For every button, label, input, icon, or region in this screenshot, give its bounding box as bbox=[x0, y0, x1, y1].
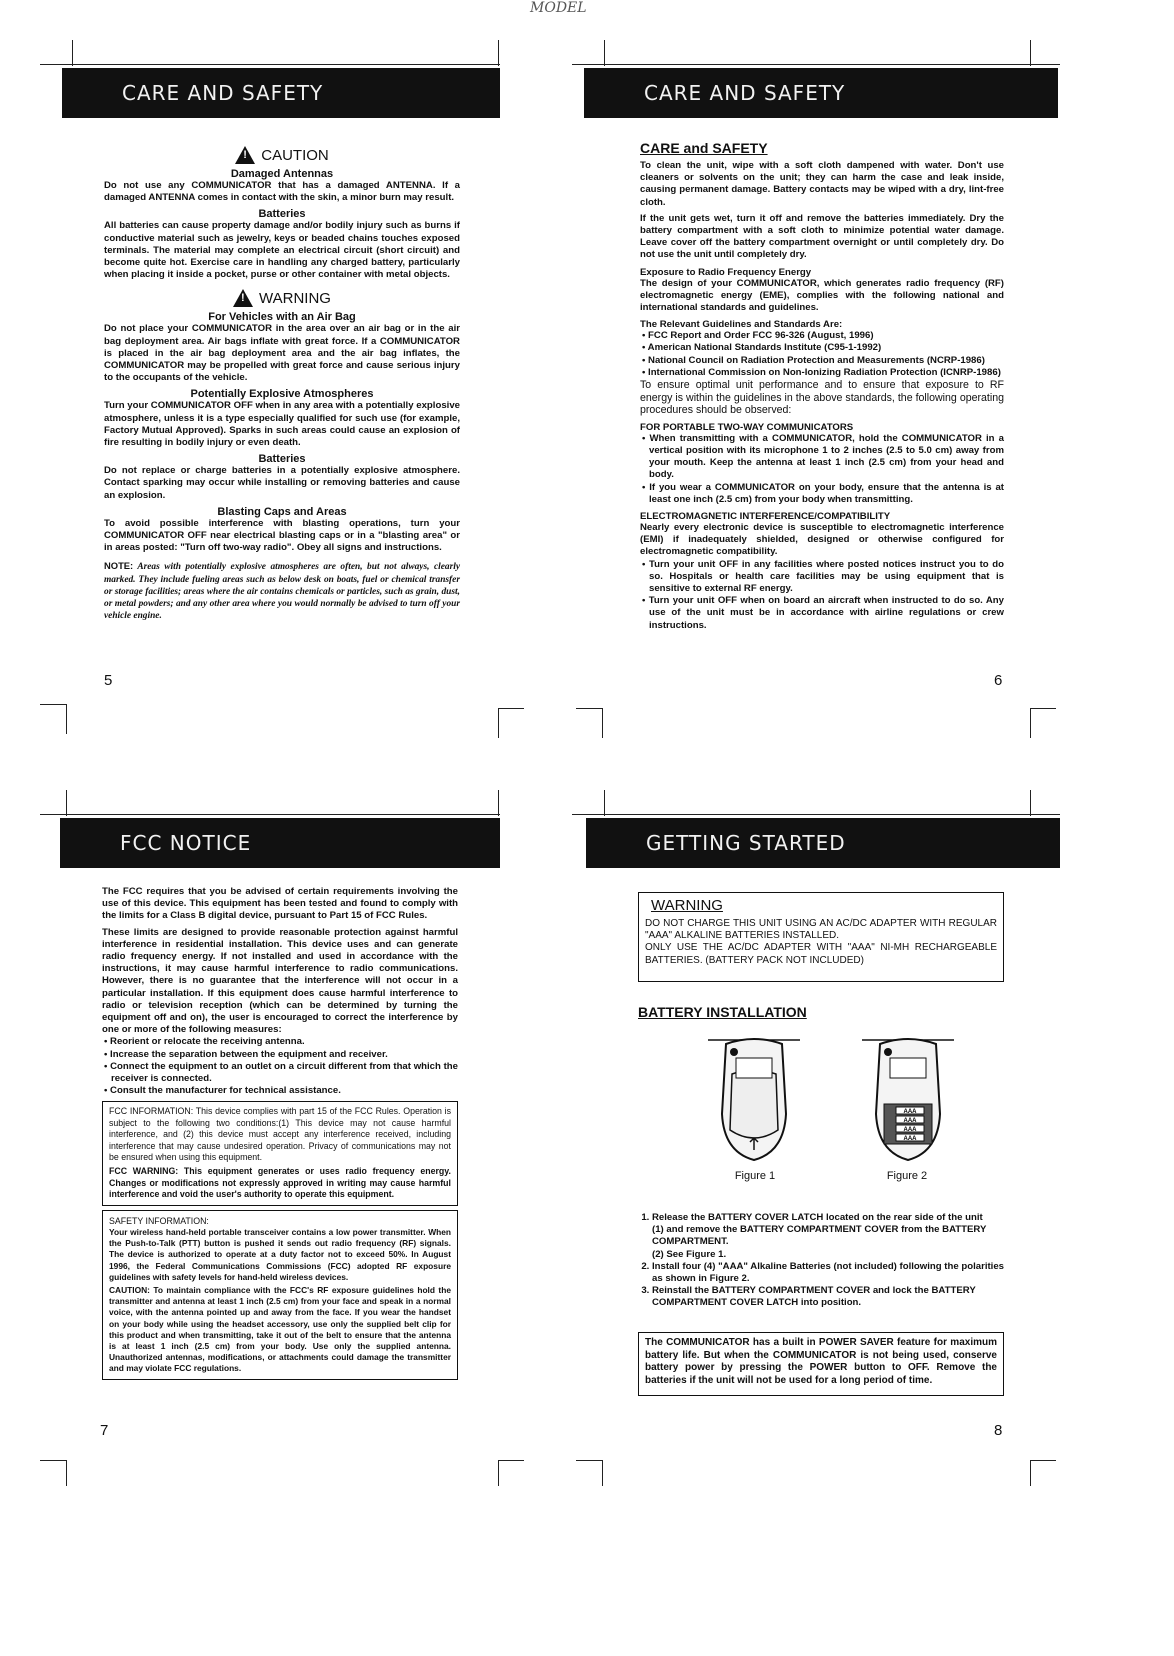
figure-1-caption: Figure 1 bbox=[734, 1170, 776, 1182]
crop-mark bbox=[498, 40, 499, 66]
warning-heading bbox=[104, 289, 460, 307]
crop-mark bbox=[572, 814, 1060, 815]
crop-mark bbox=[40, 704, 66, 705]
fcc-warning: FCC WARNING: This equipment generates or uses radio frequency energy. Changes or modifications not expressly approved in writing may cause harmful interference and void the user's authority to operate this equipment. bbox=[109, 1166, 451, 1200]
page8-header-title: GETTING STARTED bbox=[646, 831, 846, 855]
crop-mark bbox=[498, 708, 524, 709]
crop-mark bbox=[1030, 790, 1031, 816]
emi-text: Nearly every electronic device is susceptible to electromagnetic interference (EMI) if inadequately shielded, designed or otherwise configured for electromagnetic compatibility. bbox=[640, 522, 1004, 558]
crop-mark bbox=[604, 40, 605, 66]
step-1b-text: (2) See Figure 1. bbox=[652, 1248, 727, 1260]
care-safety-title: CARE and SAFETY bbox=[640, 140, 768, 156]
page6-number: 6 bbox=[994, 672, 1003, 689]
list-item: • If you wear a COMMUNICATOR on your body, ensure that the antenna is at least one inch (2.5 cm) from your body when transmitting. bbox=[640, 482, 1004, 506]
rf-heading: Exposure to Radio Frequency Energy bbox=[640, 266, 812, 278]
airbag-text: Do not place your COMMUNICATOR in the area over an air bag or in the air bag deployment area. Air bags inflate with great force. If a COMMUNICATOR is placed in the air bag deployment area and the air bag inflates, the COMMUNICATOR may be propelled with great force and cause serious injury to the occupants of the vehicle. bbox=[104, 323, 460, 384]
list-item: • When transmitting with a COMMUNICATOR, hold the COMMUNICATOR in a vertical position with its microphone 1 to 2 inches (2.5 to 5.0 cm) away from your mouth. Keep the antenna at least 1 inch (2.5 cm) from your head and body. bbox=[640, 433, 1004, 482]
caution-heading bbox=[104, 146, 460, 164]
page8-number: 8 bbox=[994, 1422, 1003, 1439]
handwritten-scribble: MODEL bbox=[530, 0, 587, 16]
guidelines-heading: The Relevant Guidelines and Standards Are: bbox=[640, 319, 843, 331]
list-item: • International Commission on Non-Ionizing Radiation Protection (ICNRP-1986) bbox=[640, 367, 1004, 379]
step-2: 2. Install four (4) "AAA" Alkaline Batteries (not included) following the polarities as shown in Figure 2. bbox=[652, 1261, 1004, 1285]
list-item: • Increase the separation between the equipment and receiver. bbox=[102, 1049, 458, 1061]
crop-mark bbox=[576, 1460, 602, 1461]
crop-mark bbox=[602, 1460, 603, 1486]
note-label: NOTE: bbox=[104, 560, 134, 572]
safety-heading: SAFETY INFORMATION: bbox=[109, 1215, 209, 1226]
crop-mark bbox=[1030, 708, 1056, 709]
fcc-intro: The FCC requires that you be advised of certain requirements involving the use of this device. This equipment has been tested and found to comply with the limits for a Class B digital device, pursuant to Part 15 of FCC Rules. bbox=[102, 886, 458, 922]
crop-mark bbox=[498, 790, 499, 816]
guidelines-list bbox=[640, 330, 1004, 379]
batteries-heading: Batteries bbox=[258, 208, 306, 221]
page7-header bbox=[60, 818, 500, 868]
fcc-information: FCC INFORMATION: This device complies with part 15 of the FCC Rules. Operation is subject to the following two conditions:(1) This device may not cause harmful interference, and (2) this device must accept any interference received, including interference that may cause undesired operation. Privacy of communications may not be ensured when using this equipment. bbox=[109, 1106, 451, 1163]
explosive-text: Turn your COMMUNICATOR OFF when in any area with a potentially explosive atmosphere, unless it is a type especially qualified for such use (for example, Factory Mutual Approved). Sparks in such areas could cause an explosion of fire resulting in bodily injury or even death. bbox=[104, 400, 460, 449]
fcc-info-box bbox=[102, 1101, 458, 1205]
safety-info-box bbox=[102, 1210, 458, 1380]
damaged-antennas-text: Do not use any COMMUNICATOR that has a damaged ANTENNA. If a damaged ANTENNA comes in contact with the skin, a minor burn may result. bbox=[104, 180, 460, 204]
crop-mark bbox=[72, 40, 73, 66]
ensure-text: To ensure optimal unit performance and to ensure that exposure to RF energy is within the guidelines in the above standards, the following operating procedures should be observed: bbox=[640, 379, 1004, 417]
warning-line-1: DO NOT CHARGE THIS UNIT USING AN AC/DC ADAPTER WITH REGULAR "AAA" ALKALINE BATTERIES INSTALLED. bbox=[645, 918, 997, 942]
fcc-limits: These limits are designed to provide reasonable protection against harmful interference in residential installation. This device uses and can generate radio frequency energy. If not installed and used in accordance with the instructions, it may cause harmful interference to radio communications. However, there is no guarantee that the interference will not occur in a particular installation. If this equipment does cause harmful interference to radio or television reception (which can be determined by turning the equipment off and on), the user is encouraged to correct the interference by one or more of the following measures: bbox=[102, 926, 458, 1036]
page7-header-title: FCC NOTICE bbox=[120, 831, 252, 855]
list-item: • Connect the equipment to an outlet on a circuit different from that which the receiver is connected. bbox=[102, 1061, 458, 1085]
crop-mark bbox=[498, 1460, 524, 1461]
page5-number: 5 bbox=[104, 672, 113, 689]
step-1-text: Release the BATTERY COVER LATCH located on the rear side of the unit bbox=[652, 1212, 983, 1223]
list-item: • FCC Report and Order FCC 96-326 (August, 1996) bbox=[640, 330, 1004, 342]
crop-mark bbox=[602, 708, 603, 738]
figure-2-illustration bbox=[858, 1034, 958, 1164]
figure-1-illustration bbox=[704, 1034, 804, 1164]
crop-mark bbox=[572, 64, 1060, 65]
power-saver-box bbox=[638, 1332, 1004, 1396]
emi-list bbox=[640, 559, 1004, 632]
damaged-antennas-heading: Damaged Antennas bbox=[230, 168, 334, 180]
installation-steps bbox=[638, 1212, 1004, 1310]
rf-text: The design of your COMMUNICATOR, which generates radio frequency (RF) electromagnetic energy (EME), complies with the following national and international standards and guidelines. bbox=[640, 277, 1004, 314]
airbag-heading: For Vehicles with an Air Bag bbox=[208, 311, 356, 324]
battery-label: AAA bbox=[903, 1118, 917, 1124]
warning-label: WARNING bbox=[259, 289, 331, 307]
power-saver-text: The COMMUNICATOR has a built in POWER SAVER feature for maximum battery life. But when the COMMUNICATOR is not being used, conserve battery power by pressing the POWER button to OFF. Remove the batteries if the unit will not be used for a long period of time. bbox=[645, 1337, 997, 1386]
list-item: • Turn your unit OFF in any facilities where posted notices instruct you to do so. Hospitals or health care facilities may be using equipment that is sensitive to external RF energy. bbox=[640, 559, 1004, 596]
crop-mark bbox=[1030, 40, 1031, 66]
page6-header-title: CARE AND SAFETY bbox=[644, 81, 846, 105]
wet-unit-text: If the unit gets wet, turn it off and remove the batteries immediately. Dry the battery compartment with a soft cloth to minimize potential water damage. Leave cover off the battery compartment overnight or until completely dry. Do not use the unit until completely dry. bbox=[640, 212, 1004, 261]
caution-label: CAUTION bbox=[261, 146, 329, 164]
portable-heading: FOR PORTABLE TWO-WAY COMMUNICATORS bbox=[640, 421, 854, 433]
crop-mark bbox=[66, 704, 67, 734]
note-text: Areas with potentially explosive atmospheres are often, but not always, clearly marked. They include fueling areas such as below desk on boats, fuel or chemical transfer or storage facilities; areas where the air contains chemicals or particles, such as grain, dust, or metal powders; and any other area where you would normally be advised to turn off your vehicle engine. bbox=[104, 562, 460, 622]
portable-list bbox=[640, 433, 1004, 506]
crop-mark bbox=[66, 790, 67, 816]
warning-line-2: ONLY USE THE AC/DC ADAPTER WITH "AAA" NI-MH RECHARGEABLE BATTERIES. (BATTERY PACK NOT INCLUDED) bbox=[645, 942, 997, 966]
crop-mark bbox=[498, 1460, 499, 1486]
warning-box bbox=[638, 892, 1004, 982]
caution-text: CAUTION: To maintain compliance with the FCC's RF exposure guidelines hold the transmitter and antenna at least 1 inch (2.5 cm) from your face and speak in a normal voice, with the antenna pointed up and away from the face. If you wear the handset on your body while using the headset accessory, use only the supplied belt clip for this product and when transmitting, take it out of the belt to ensure that the antenna is at least 1 inch (2.5 cm) from your body. Use only the supplied antenna. Unauthorized antennas, modifications, or attachments could damage the transmitter and may violate FCC regulations. bbox=[109, 1284, 451, 1374]
crop-mark bbox=[40, 64, 500, 65]
batteries2-text: Do not replace or charge batteries in a potentially explosive atmosphere. Contact sparking may occur while installing or removing batteries and cause an explosion. bbox=[104, 465, 460, 501]
note bbox=[104, 560, 460, 622]
blasting-text: To avoid possible interference with blasting operations, turn your COMMUNICATOR OFF near electrical blasting caps or in a "blasting area" or in areas posted: "Turn off two-way radio". Obey all signs and instructions. bbox=[104, 517, 460, 554]
page-8-steps bbox=[638, 1212, 1004, 1310]
figure-2-caption: Figure 2 bbox=[886, 1170, 928, 1182]
battery-label: AAA bbox=[903, 1136, 917, 1142]
list-item: • Reorient or relocate the receiving antenna. bbox=[102, 1036, 458, 1048]
crop-mark bbox=[1030, 708, 1031, 738]
crop-mark bbox=[576, 708, 602, 709]
step-3: 3. Reinstall the BATTERY COMPARTMENT COVER and lock the BATTERY COMPARTMENT COVER LATCH into position. bbox=[652, 1285, 1004, 1309]
list-item: • Turn your unit OFF when on board an aircraft when instructed to do so. Any use of the unit must be in accordance with airline regulations or crew instructions. bbox=[640, 595, 1004, 632]
battery-installation-heading: BATTERY INSTALLATION bbox=[638, 1004, 807, 1020]
crop-mark bbox=[1030, 1460, 1056, 1461]
crop-mark bbox=[40, 1460, 66, 1461]
batteries2-heading: Batteries bbox=[258, 453, 306, 466]
page7-number: 7 bbox=[100, 1422, 109, 1439]
list-item: • National Council on Radiation Protection and Measurements (NCRP-1986) bbox=[640, 355, 1004, 367]
page6-header bbox=[584, 68, 1058, 118]
page8-header bbox=[586, 818, 1060, 868]
crop-mark bbox=[1030, 1460, 1031, 1486]
crop-mark bbox=[40, 814, 500, 815]
blasting-heading: Blasting Caps and Areas bbox=[217, 505, 347, 518]
list-item: • Consult the manufacturer for technical assistance. bbox=[102, 1085, 458, 1097]
safety-text: Your wireless hand-held portable transceiver contains a low power transmitter. When the Push-to-Talk (PTT) button is pushed it sends out radio frequency (RF) signals. The device is authorized to operate at a duty factor not to exceed 50%. In August 1996, the Federal Communications Commissions (FCC) adopted RF exposure guidelines with safety levels for hand-held wireless devices. bbox=[109, 1226, 451, 1282]
page-6 bbox=[640, 140, 1004, 632]
page5-header bbox=[62, 68, 500, 118]
emi-heading: ELECTROMAGNETIC INTERFERENCE/COMPATIBILITY bbox=[640, 511, 891, 523]
page-7 bbox=[102, 886, 458, 1380]
step-1 bbox=[652, 1212, 1004, 1261]
battery-label: AAA bbox=[903, 1109, 917, 1115]
cleaning-text: To clean the unit, wipe with a soft cloth dampened with water. Don't use cleaners or solvents on the unit; they can harm the case and leak inside, causing permanent damage. Battery contacts may be wiped with a dry, lint-free cloth. bbox=[640, 160, 1004, 208]
batteries-text: All batteries can cause property damage and/or bodily injury such as burns if conductive material such as jewelry, keys or beaded chains touches exposed terminals. The material may complete an electrical circuit (short circuit) and become quite hot. Exercise care in handling any charged battery, particularly when placing it inside a pocket, purse or other container with metal objects. bbox=[104, 220, 460, 281]
battery-label: AAA bbox=[903, 1127, 917, 1133]
warning-title: WARNING bbox=[651, 897, 723, 914]
warning-triangle-icon bbox=[235, 146, 255, 164]
warning-triangle-icon bbox=[233, 289, 253, 307]
measures-list bbox=[102, 1036, 458, 1097]
page-5 bbox=[104, 140, 460, 622]
step-1a-text: (1) and remove the BATTERY COMPARTMENT COVER from the BATTERY COMPARTMENT. bbox=[652, 1224, 987, 1248]
crop-mark bbox=[498, 708, 499, 738]
crop-mark bbox=[604, 790, 605, 816]
explosive-heading: Potentially Explosive Atmospheres bbox=[190, 388, 374, 401]
crop-mark bbox=[66, 1460, 67, 1486]
list-item: • American National Standards Institute (C95-1-1992) bbox=[640, 342, 1004, 354]
page5-header-title: CARE AND SAFETY bbox=[122, 81, 324, 105]
